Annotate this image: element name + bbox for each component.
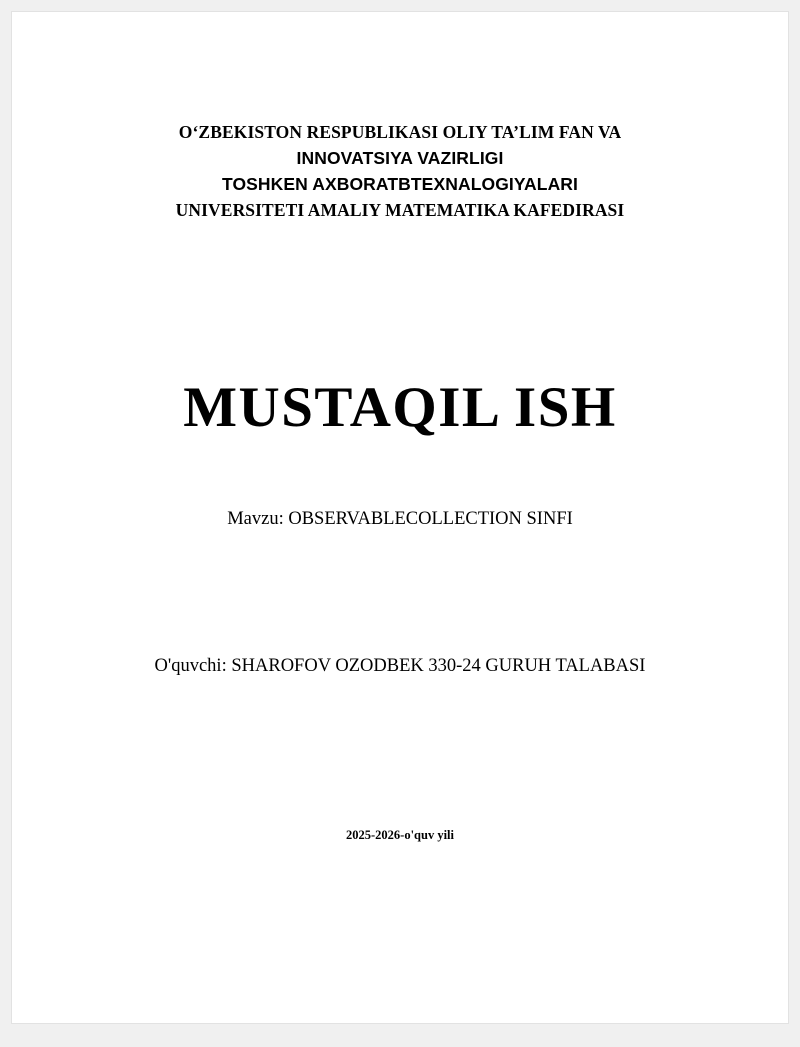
- institution-header: [82, 120, 718, 224]
- page-content: [12, 12, 788, 1023]
- document-title: MUSTAQIL ISH: [183, 375, 617, 439]
- document-page: [12, 12, 788, 1023]
- institution-header-line-2: INNOVATSIYA VAZIRLIGI: [296, 147, 504, 168]
- institution-header-line-1: O‘ZBEKISTON RESPUBLIKASI OLIY TA’LIM FAN VA: [178, 122, 622, 142]
- document-subject: Mavzu: OBSERVABLECOLLECTION SINFI: [227, 509, 573, 530]
- institution-header-line-4: UNIVERSITETI AMALIY MATEMATIKA KAFEDIRASI: [175, 199, 625, 220]
- academic-year: 2025-2026-o'quv yili: [346, 828, 454, 843]
- institution-header-line-3: TOSHKEN AXBORATBTEXNALOGIYALARI: [221, 173, 579, 194]
- student-name: O'quvchi: SHAROFOV OZODBEK 330-24 GURUH TALABASI: [154, 656, 646, 677]
